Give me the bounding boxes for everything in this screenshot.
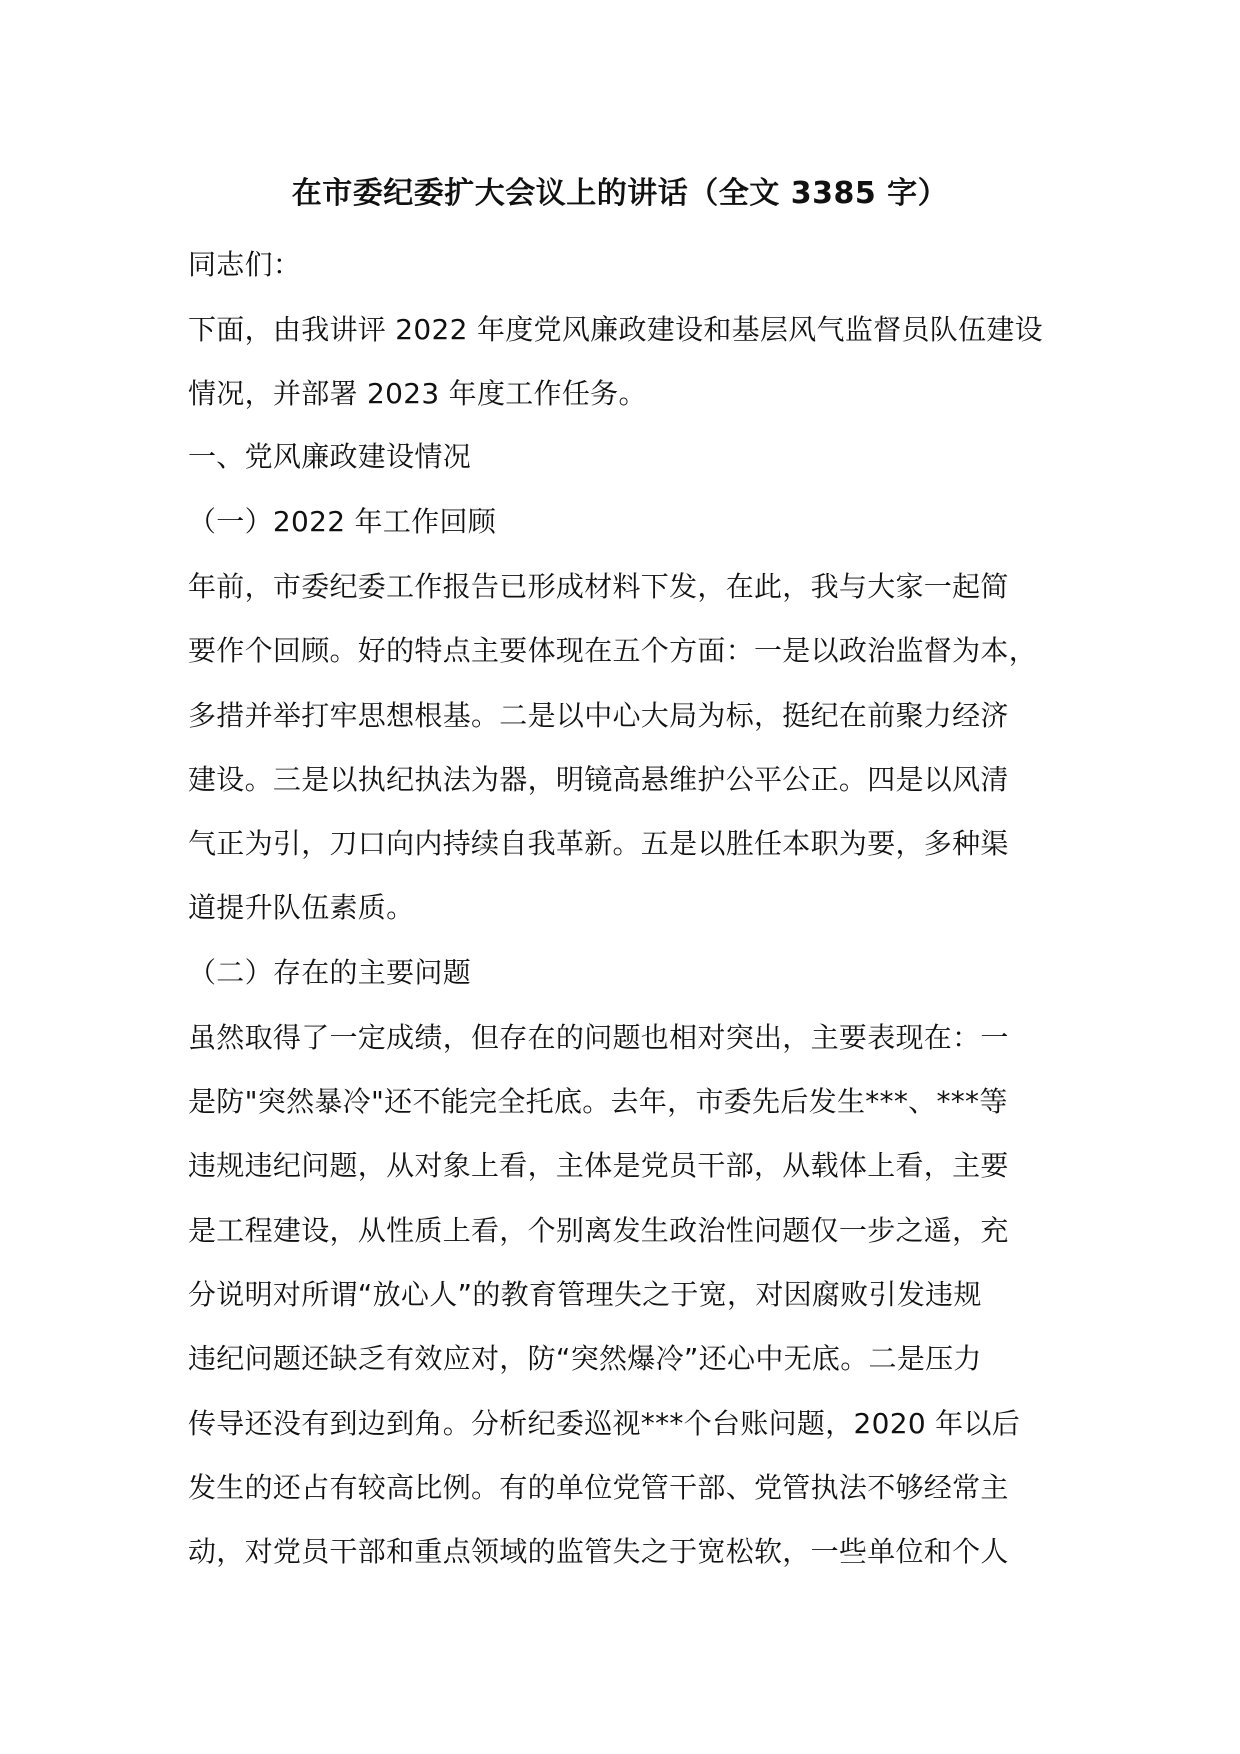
paragraph-line: 多措并举打牢思想根基。二是以中心大局为标，挺纪在前聚力经济: [188, 699, 1009, 732]
section-heading: 一、党风廉政建设情况: [188, 440, 472, 473]
paragraph-line: 发生的还占有较高比例。有的单位党管干部、党管执法不够经常主: [188, 1471, 1009, 1504]
paragraph-line: 建设。三是以执纪执法为器，明镜高悬维护公平公正。四是以风清: [188, 763, 1009, 796]
paragraph-line: 是防"突然暴冷"还不能完全托底。去年，市委先后发生***、***等: [188, 1085, 1008, 1118]
paragraph-line: 违纪问题还缺乏有效应对，防“突然爆冷”还心中无底。二是压力: [188, 1342, 982, 1375]
paragraph-line: 分说明对所谓“放心人”的教育管理失之于宽，对因腐败引发违规: [188, 1278, 982, 1311]
paragraph-line: 虽然取得了一定成绩，但存在的问题也相对突出，主要表现在：一: [188, 1021, 1009, 1054]
subsection-heading: （二）存在的主要问题: [188, 956, 472, 989]
paragraph-line: 传导还没有到边到角。分析纪委巡视***个台账问题，2020 年以后: [188, 1407, 1021, 1440]
paragraph-line: 年前，市委纪委工作报告已形成材料下发，在此，我与大家一起简: [188, 570, 1009, 603]
subsection-heading: （一）2022 年工作回顾: [188, 505, 497, 538]
paragraph-line: 下面，由我讲评 2022 年度党风廉政建设和基层风气监督员队伍建设: [188, 313, 1043, 346]
paragraph-line: 气正为引，刀口向内持续自我革新。五是以胜任本职为要，多种渠: [188, 827, 1009, 860]
document-title: 在市委纪委扩大会议上的讲话（全文 3385 字）: [291, 176, 949, 211]
paragraph-line: 情况，并部署 2023 年度工作任务。: [188, 377, 647, 410]
paragraph-line: 道提升队伍素质。: [188, 891, 415, 924]
salutation: 同志们：: [188, 248, 302, 281]
paragraph-line: 要作个回顾。好的特点主要体现在五个方面：一是以政治监督为本，: [188, 634, 1038, 667]
paragraph-line: 违规违纪问题，从对象上看，主体是党员干部，从载体上看，主要: [188, 1149, 1009, 1182]
paragraph-line: 动，对党员干部和重点领域的监管失之于宽松软，一些单位和个人: [188, 1535, 1009, 1568]
paragraph-line: 是工程建设，从性质上看，个别离发生政治性问题仅一步之遥，充: [188, 1214, 1009, 1247]
